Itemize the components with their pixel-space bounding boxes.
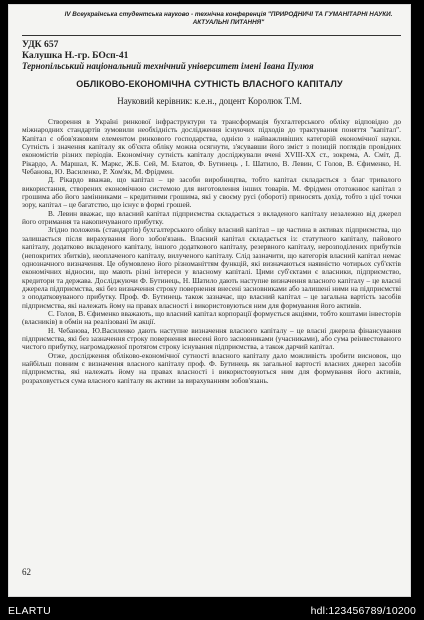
- footer-repository-label: ELARTU: [8, 605, 52, 617]
- document-page: [8, 4, 411, 597]
- page-number: 62: [22, 567, 31, 577]
- header-divider: [22, 35, 401, 36]
- conference-header-line2: АКТУАЛЬНІ ПИТАННЯ": [192, 18, 265, 26]
- body-paragraph: В. Левин вважає, що власний капітал підприємства складається з вкладеного капіталу незалежно від джерел його отримання та накопичуваного прибутку.: [22, 208, 401, 227]
- udc-code: УДК 657: [22, 39, 59, 50]
- affiliation: Тернопільський національний технічний університет імені Івана Пулюя: [22, 61, 314, 72]
- article-title: ОБЛІКОВО-ЕКОНОМІЧНА СУТНІСТЬ ВЛАСНОГО КАПІТАЛУ: [76, 79, 343, 89]
- article-meta: [22, 40, 314, 72]
- footer-handle: hdl:123456789/10200: [310, 605, 416, 617]
- body-paragraph: Створення в Україні ринкової інфраструктури та трансформація бухгалтерського обліку відповідно до міжнародних стандартів зумовили необхідність дослідження існуючих підходів до трактування поняття "капітал". Капітал є обов'язковим елементом ринкового господарства, однією з найважливіших категорій економічної науки. Сутність і значення капіталу як об'єкта обліку можна осягнути, з'ясувавши його зміст з позицій поглядів провідних економістів різних періодів. Економічну сутність капіталу досліджували вчені XVIII-XX ст., зокрема, А. Сміт, Д. Рікардо, А. Маршал, К. Маркс, Ж.Б. Сей, М. Блатов, Ф. Бутинець , І. Шатило, В. Левин, С Голов, В. Єфименко, Н. Чебанова, Ю. Василенко, Р. Хом'як, М. Фрідмен.: [22, 117, 401, 177]
- author-line: Калушка Н.-гр. БОсп-41: [22, 49, 129, 61]
- body-paragraph: Отже, дослідження обліково-економічної сутності власного капіталу дало можливість зробити висновок, що найбільш повним є визначення власного капіталу проф. Ф. Бутинець як загальної вартості власних джерел засобів підприємства, які належать йому на правах власності і використовуються ним для формування його активів, розраховується сума власного капіталу як активи за вирахуванням зобов'язань.: [22, 350, 401, 385]
- body-paragraph: Н. Чебанова, Ю.Василенко дають наступне визначення власного капіталу – це власні джерела фінансування підприємства, які без зазначення строку повернення внесені його засновниками (учасниками), або сума реінвестованого чистого прибутку, нагромадженої протягом строку існування підприємства, а також дарчий капітал.: [22, 325, 401, 352]
- body-paragraph: Д. Рікардо вважав, що капітал – це засоби виробництва, тобто капітал складається з благ тривалого використання, створених економічною системою для виготовлення інших товарів. М. Фрідмен ототожнює капітал з грошима або його замінниками – кредитними грошима, які у своєму русі (обороті) приносять дохід, тобто з цієї точки зору, капітал – це багатство, що існує в формі грошей.: [22, 175, 401, 210]
- body-paragraph: С. Голов, В. Єфименко вважають, що власний капітал корпорації формується акціями, тобто коштами інвесторів (власників) в обмін на реалізовані їм акції.: [22, 308, 401, 327]
- supervisor-line: Науковий керівник: к.е.н., доцент Королюк Т.М.: [117, 96, 302, 106]
- body-paragraph: Згідно положень (стандартів) бухгалтерського обліку власний капітал – це частина в активах підприємства, що залишається після вирахування його зобов'язань. Власний капітал складається із: статутного капіталу, пайового капіталу, додатково вкладеного капіталу, іншого додаткового капіталу, резервного капіталу, нерозподілених прибутків (непокритих збитків), неоплаченого капіталу, вилученого капіталу. Слід зазначити, що категорія власний капітал немає однозначного визначення. Це обумовлено його різноманіттям функцій, які визначаються наявністю чотирьох суб'єктів економічних відносин, що мають різні інтереси у власному капіталі. Цими суб'єктами є власники, підприємство, кредитори та держава. Досліджуючи Ф. Бутинець, Н. Шатило дають наступне визначення власного капіталу – це власні джерела підприємства, які без визначення строку повернення внесені засновниками або залишені ними на підприємстві з оподатковуваного прибутку. Проф. Ф. Бутинець також зазначає, що власний капітал – це загальна вартість засобів підприємства, які належать йому на правах власності і використовуються ним для формування його активів.: [22, 225, 401, 310]
- conference-header: [54, 11, 403, 26]
- article-body: [22, 118, 401, 385]
- conference-header-line1: IV Всеукраїнська студентська науково - технічна конференція "ПРИРОДНИЧІ ТА ГУМАНІТАРНІ НАУКИ.: [64, 11, 393, 18]
